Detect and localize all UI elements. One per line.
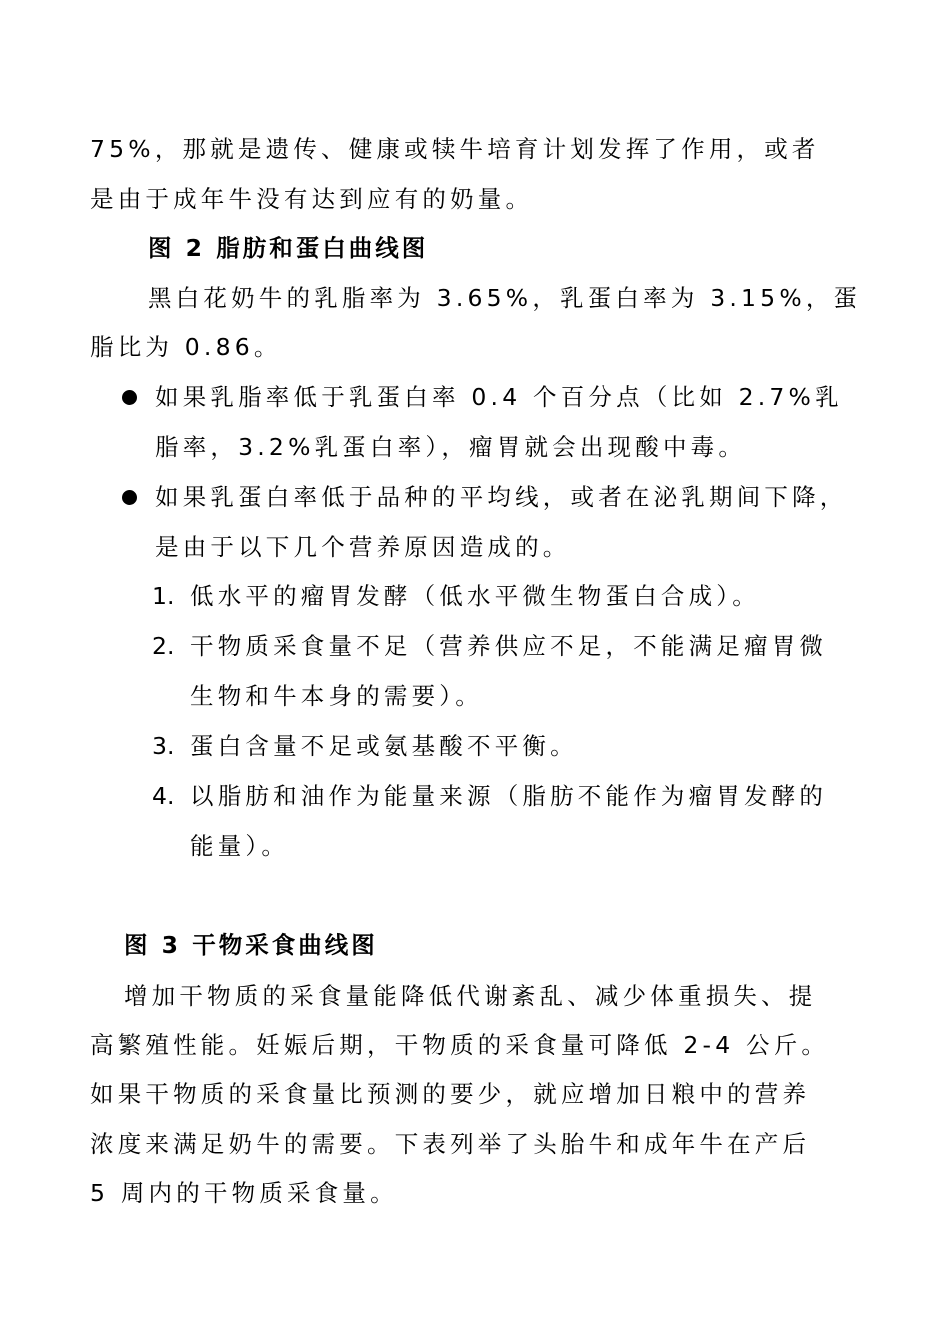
bullet-text: 如果乳脂率低于乳蛋白率 0.4 个百分点（比如 2.7%乳 (155, 383, 843, 411)
paragraph-line: 浓度来满足奶牛的需要。下表列举了头胎牛和成年牛在产后 (90, 1130, 811, 1158)
paragraph-line: 如果干物质的采食量比预测的要少，就应增加日粮中的营养 (90, 1080, 811, 1108)
item-number: 3. (152, 732, 175, 760)
item-number: 4. (152, 782, 175, 810)
bullet-icon (122, 390, 137, 405)
bullet-text: 是由于以下几个营养原因造成的。 (155, 533, 571, 561)
item-number: 1. (152, 582, 175, 610)
item-text: 蛋白含量不足或氨基酸不平衡。 (190, 732, 578, 760)
item-text: 以脂肪和油作为能量来源（脂肪不能作为瘤胃发酵的 (190, 782, 828, 810)
item-text: 低水平的瘤胃发酵（低水平微生物蛋白合成）。 (190, 582, 760, 610)
paragraph-line: 75%，那就是遗传、健康或犊牛培育计划发挥了作用，或者 (90, 135, 820, 163)
bullet-text: 如果乳蛋白率低于品种的平均线，或者在泌乳期间下降， (155, 483, 848, 511)
figure-3-heading: 图 3 干物采食曲线图 (124, 931, 378, 959)
paragraph-line: 高繁殖性能。妊娠后期，干物质的采食量可降低 2-4 公斤。 (90, 1031, 830, 1059)
figure-2-heading: 图 2 脂肪和蛋白曲线图 (148, 234, 429, 262)
bullet-icon (122, 490, 137, 505)
paragraph-line: 黑白花奶牛的乳脂率为 3.65%，乳蛋白率为 3.15%，蛋 (148, 284, 862, 312)
item-number: 2. (152, 632, 175, 660)
paragraph-line: 脂比为 0.86。 (90, 333, 282, 361)
item-text: 能量）。 (190, 832, 290, 860)
item-text: 生物和牛本身的需要）。 (190, 682, 483, 710)
paragraph-line: 增加干物质的采食量能降低代谢紊乱、减少体重损失、提 (124, 982, 817, 1010)
item-text: 干物质采食量不足（营养供应不足，不能满足瘤胃微 (190, 632, 828, 660)
bullet-text: 脂率，3.2%乳蛋白率），瘤胃就会出现酸中毒。 (155, 433, 747, 461)
paragraph-line: 5 周内的干物质采食量。 (90, 1179, 398, 1207)
paragraph-line: 是由于成年牛没有达到应有的奶量。 (90, 185, 534, 213)
